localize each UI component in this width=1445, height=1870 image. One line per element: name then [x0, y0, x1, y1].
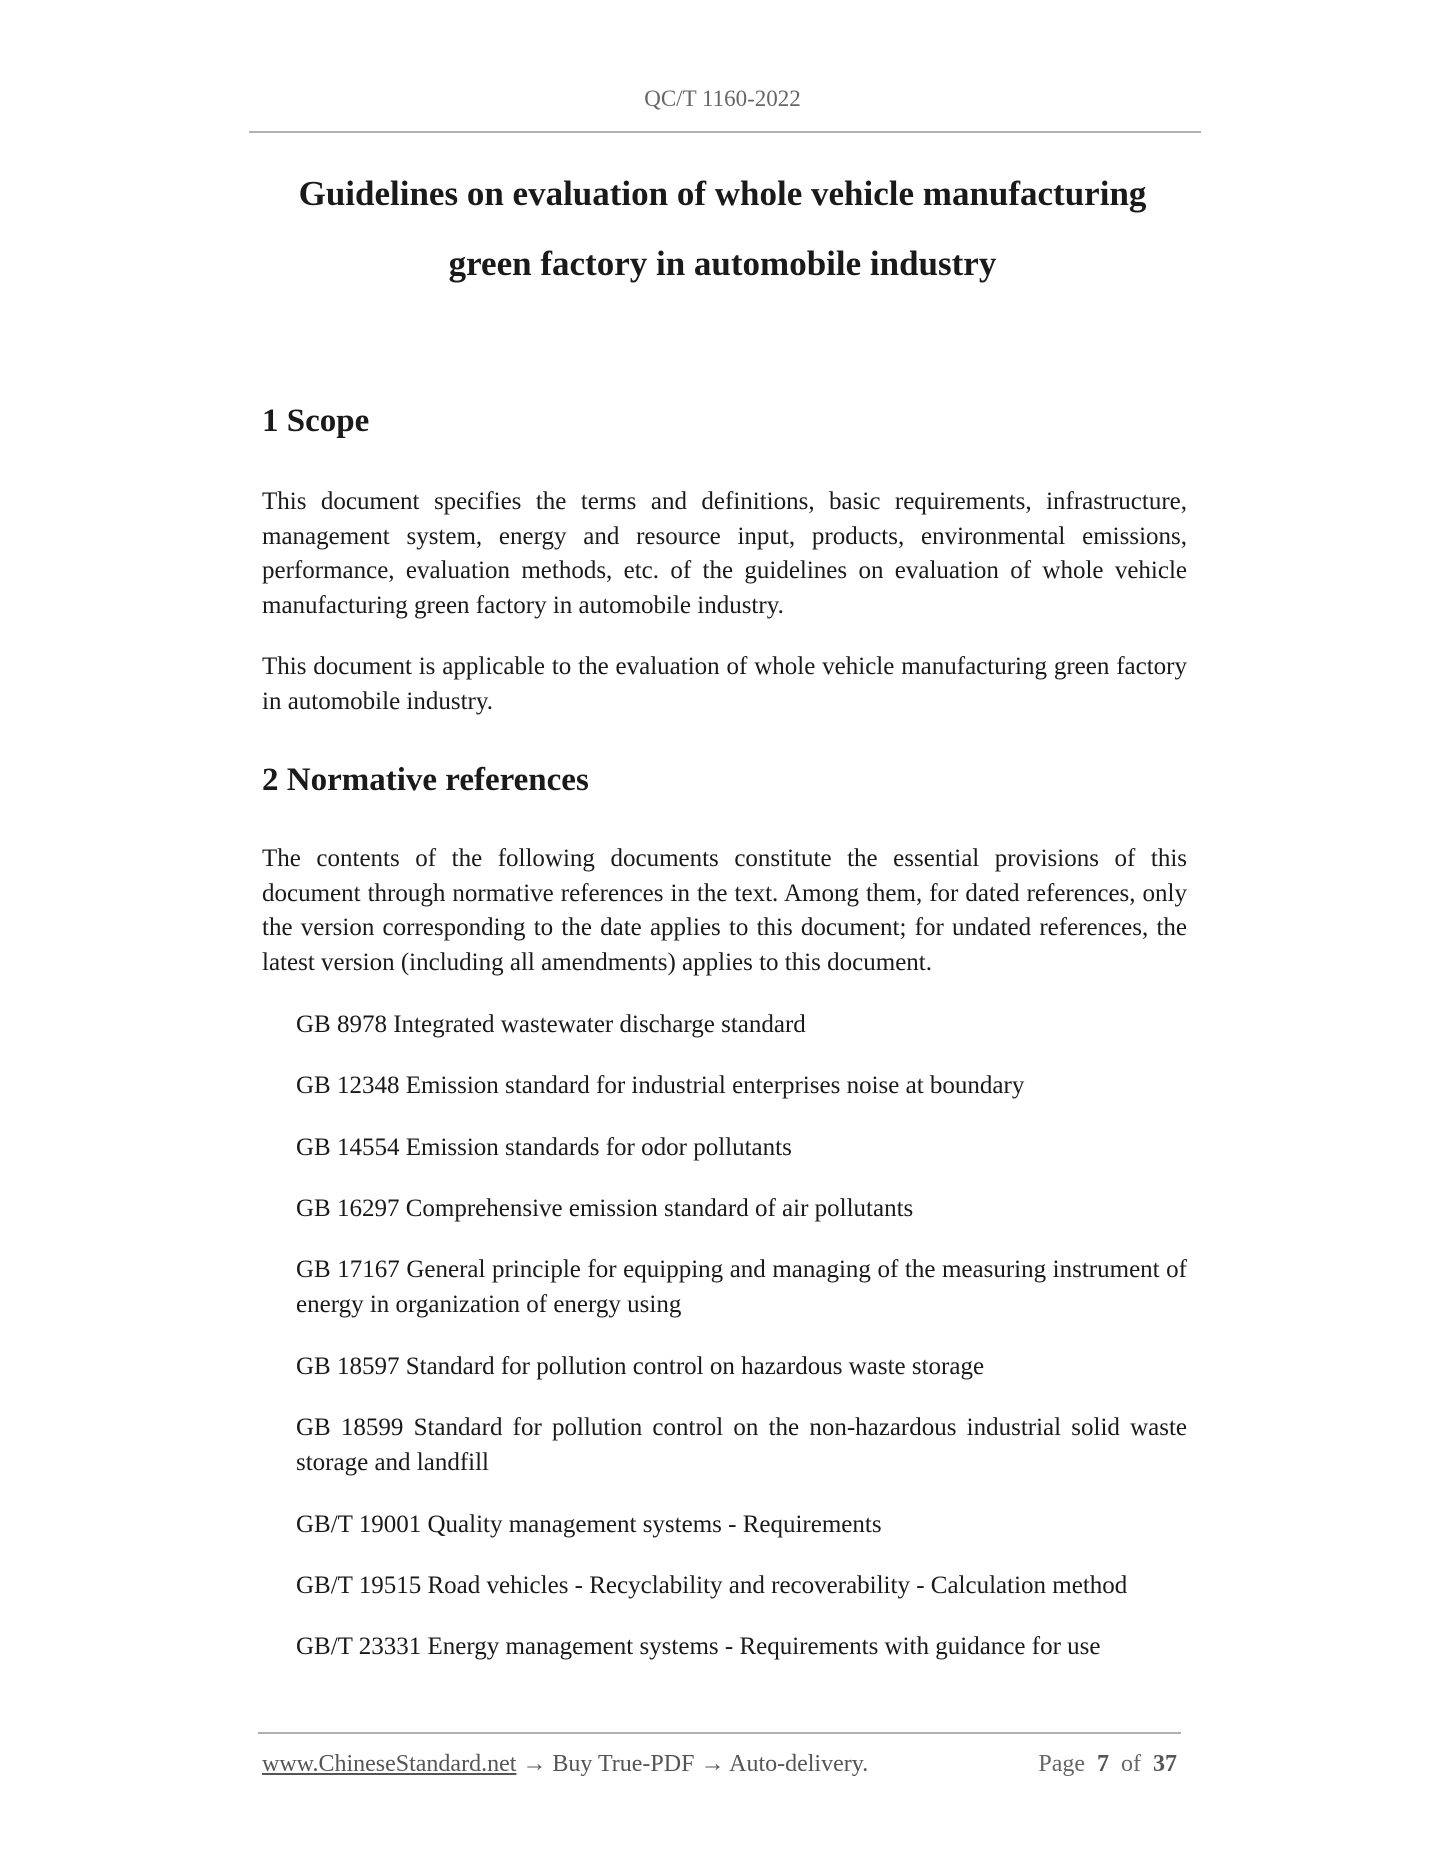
footer-divider [258, 1732, 1181, 1734]
reference-item: GB 16297 Comprehensive emission standard of air pollutants [296, 1195, 914, 1222]
current-page: 7 [1097, 1751, 1109, 1777]
reference-item: GB 18597 Standard for pollution control on hazardous waste storage [296, 1353, 985, 1380]
reference-item: GB/T 19515 Road vehicles - Recyclability and recoverability - Calculation method [296, 1572, 1128, 1599]
section-heading-scope: 1 Scope [262, 403, 370, 439]
section-heading-normative-references: 2 Normative references [262, 762, 589, 798]
reference-item: GB/T 23331 Energy management systems - Requirements with guidance for use [296, 1633, 1101, 1660]
reference-item: GB/T 19001 Quality management systems - Requirements [296, 1511, 882, 1538]
page-number [1037, 1751, 1177, 1778]
reference-item: GB 12348 Emission standard for industrial enterprises noise at boundary [296, 1072, 1025, 1099]
reference-item: GB 14554 Emission standards for odor pollutants [296, 1134, 792, 1161]
document-title-line-2: green factory in automobile industry [448, 244, 997, 283]
of-label: of [1121, 1751, 1141, 1777]
website-link[interactable]: www.ChineseStandard.net [262, 1751, 517, 1777]
scope-paragraph-2: This document is applicable to the evaluation of whole vehicle manufacturing green factory in automobile industry. [262, 653, 1187, 715]
document-code-header: QC/T 1160-2022 [644, 86, 801, 111]
header-divider [249, 131, 1201, 133]
footer-promo-text: → Buy True-PDF → Auto-delivery. [516, 1751, 869, 1777]
normative-references-intro: The contents of the following documents constitute the essential provisions of this document through normative references in the text. Among them, for dated references, only the version corresponding to the date applies to this document; for undated references, the latest version (including all amendments) applies to this document. [262, 845, 1187, 976]
footer-promo [262, 1751, 868, 1778]
reference-item: GB 17167 General principle for equipping and managing of the measuring instrument of energy in organization of energy using [296, 1256, 1187, 1318]
scope-paragraph-1: This document specifies the terms and definitions, basic requirements, infrastructure, management system, energy and resource input, products, environmental emissions, performance, evaluation methods, etc. of the guidelines on evaluation of whole vehicle manufacturing green factory in automobile industry. [262, 488, 1187, 619]
reference-item: GB 18599 Standard for pollution control on the non-hazardous industrial solid waste storage and landfill [296, 1414, 1187, 1476]
reference-item: GB 8978 Integrated wastewater discharge standard [296, 1011, 806, 1038]
page-label: Page [1038, 1751, 1085, 1777]
total-pages: 37 [1153, 1751, 1177, 1777]
document-title-line-1: Guidelines on evaluation of whole vehicle manufacturing [298, 174, 1147, 213]
